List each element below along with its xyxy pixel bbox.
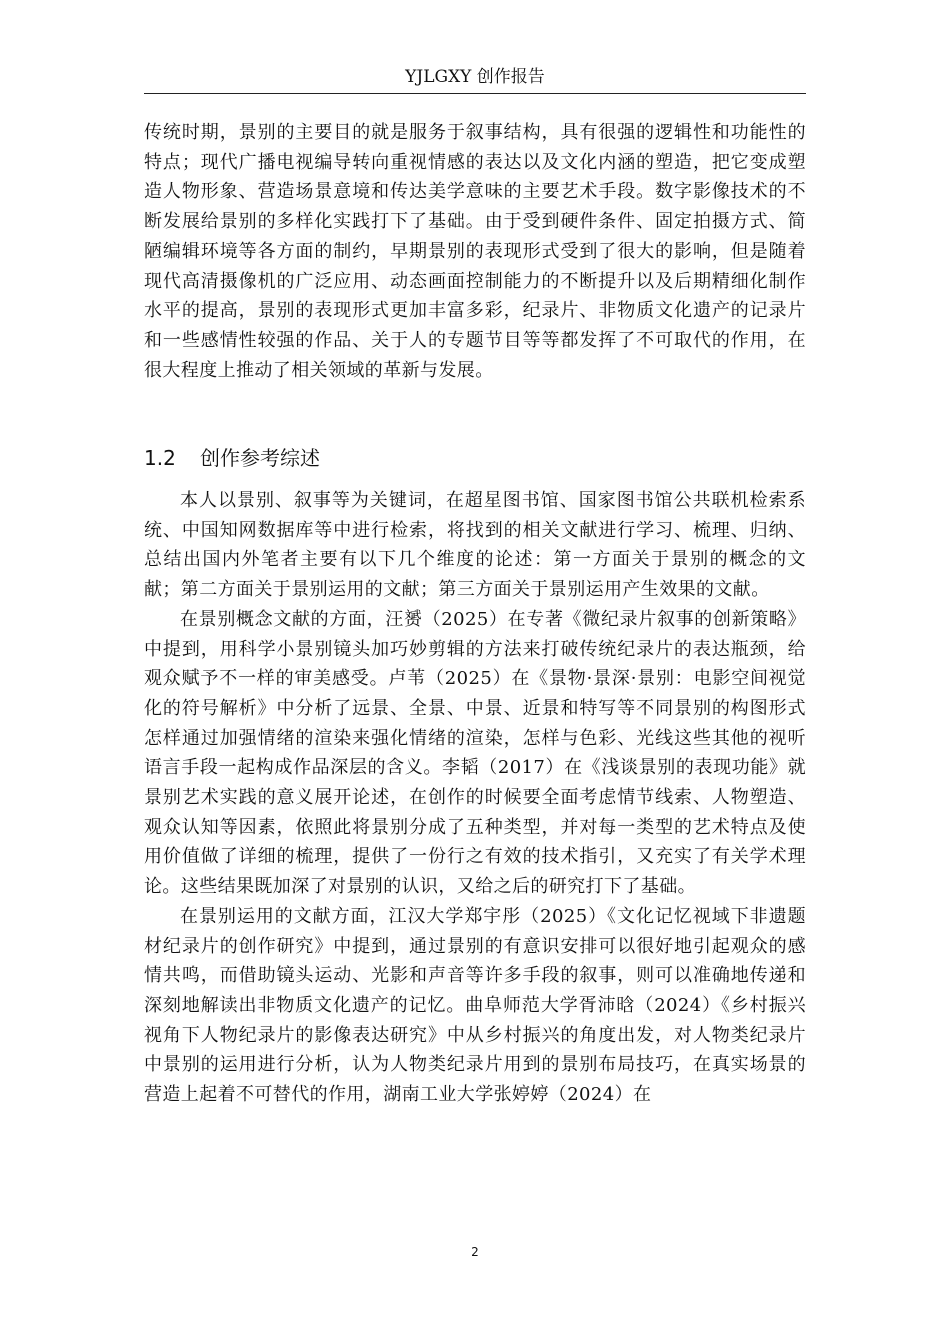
header-title: YJLGXY 创作报告: [405, 67, 545, 87]
page-header: [144, 60, 806, 94]
section-title: 创作参考综述: [200, 446, 320, 470]
section-number: 1.2: [144, 446, 176, 470]
body-paragraph: 本人以景别、叙事等为关键词，在超星图书馆、国家图书馆公共联机检索系统、中国知网数据库等中进行检索，将找到的相关文献进行学习、梳理、归纳、总结出国内外笔者主要有以下几个维度的论述：第一方面关于景别的概念的文献；第二方面关于景别运用的文献；第三方面关于景别运用产生效果的文献。: [144, 490, 806, 601]
body-paragraph: 在景别运用的文献方面，江汉大学郑宇彤（2025）《文化记忆视域下非遗题材纪录片的创作研究》中提到，通过景别的有意识安排可以很好地引起观众的感情共鸣，而借助镜头运动、光影和声音等许多手段的叙事，则可以准确地传递和深刻地解读出非物质文化遗产的记忆。曲阜师范大学胥沛晗（2024）《乡村振兴视角下人物纪录片的影像表达研究》中从乡村振兴的角度出发，对人物类纪录片中景别的运用进行分析，认为人物类纪录片用到的景别布局技巧，在真实场景的营造上起着不可替代的作用，湖南工业大学张婷婷（2024）在: [144, 905, 806, 1106]
intro-paragraph: 传统时期，景别的主要目的就是服务于叙事结构，具有很强的逻辑性和功能性的特点；现代广播电视编导转向重视情感的表达以及文化内涵的塑造，把它变成塑造人物形象、营造场景意境和传达美学意味的主要艺术手段。数字影像技术的不断发展给景别的多样化实践打下了基础。由于受到硬件条件、固定拍摄方式、简陋编辑环境等各方面的制约，早期景别的表现形式受到了很大的影响，但是随着现代高清摄像机的广泛应用、动态画面控制能力的不断提升以及后期精细化制作水平的提高，景别的表现形式更加丰富多彩，纪录片、非物质文化遗产的记录片和一些感情性较强的作品、关于人的专题节目等等都发挥了不可取代的作用，在很大程度上推动了相关领域的革新与发展。: [144, 122, 806, 381]
section-heading: [144, 442, 806, 474]
page-number: 2: [471, 1245, 479, 1259]
section-body: [144, 486, 806, 1110]
body-paragraph: 在景别概念文献的方面，汪赟（2025）在专著《微纪录片叙事的创新策略》中提到，用科学小景别镜头加巧妙剪辑的方法来打破传统纪录片的表达瓶颈，给观众赋予不一样的审美感受。卢苇（2025）在《景物·景深·景别：电影空间视觉化的符号解析》中分析了远景、全景、中景、近景和特写等不同景别的构图形式怎样通过加强情绪的渲染来强化情绪的渲染，怎样与色彩、光线这些其他的视听语言手段一起构成作品深层的含义。李韬（2017）在《浅谈景别的表现功能》就景别艺术实践的意义展开论述，在创作的时候要全面考虑情节线索、人物塑造、观众认知等因素，依照此将景别分成了五种类型，并对每一类型的艺术特点及使用价值做了详细的梳理，提供了一份行之有效的技术指引，又充实了有关学术理论。这些结果既加深了对景别的认识，又给之后的研究打下了基础。: [144, 608, 806, 898]
